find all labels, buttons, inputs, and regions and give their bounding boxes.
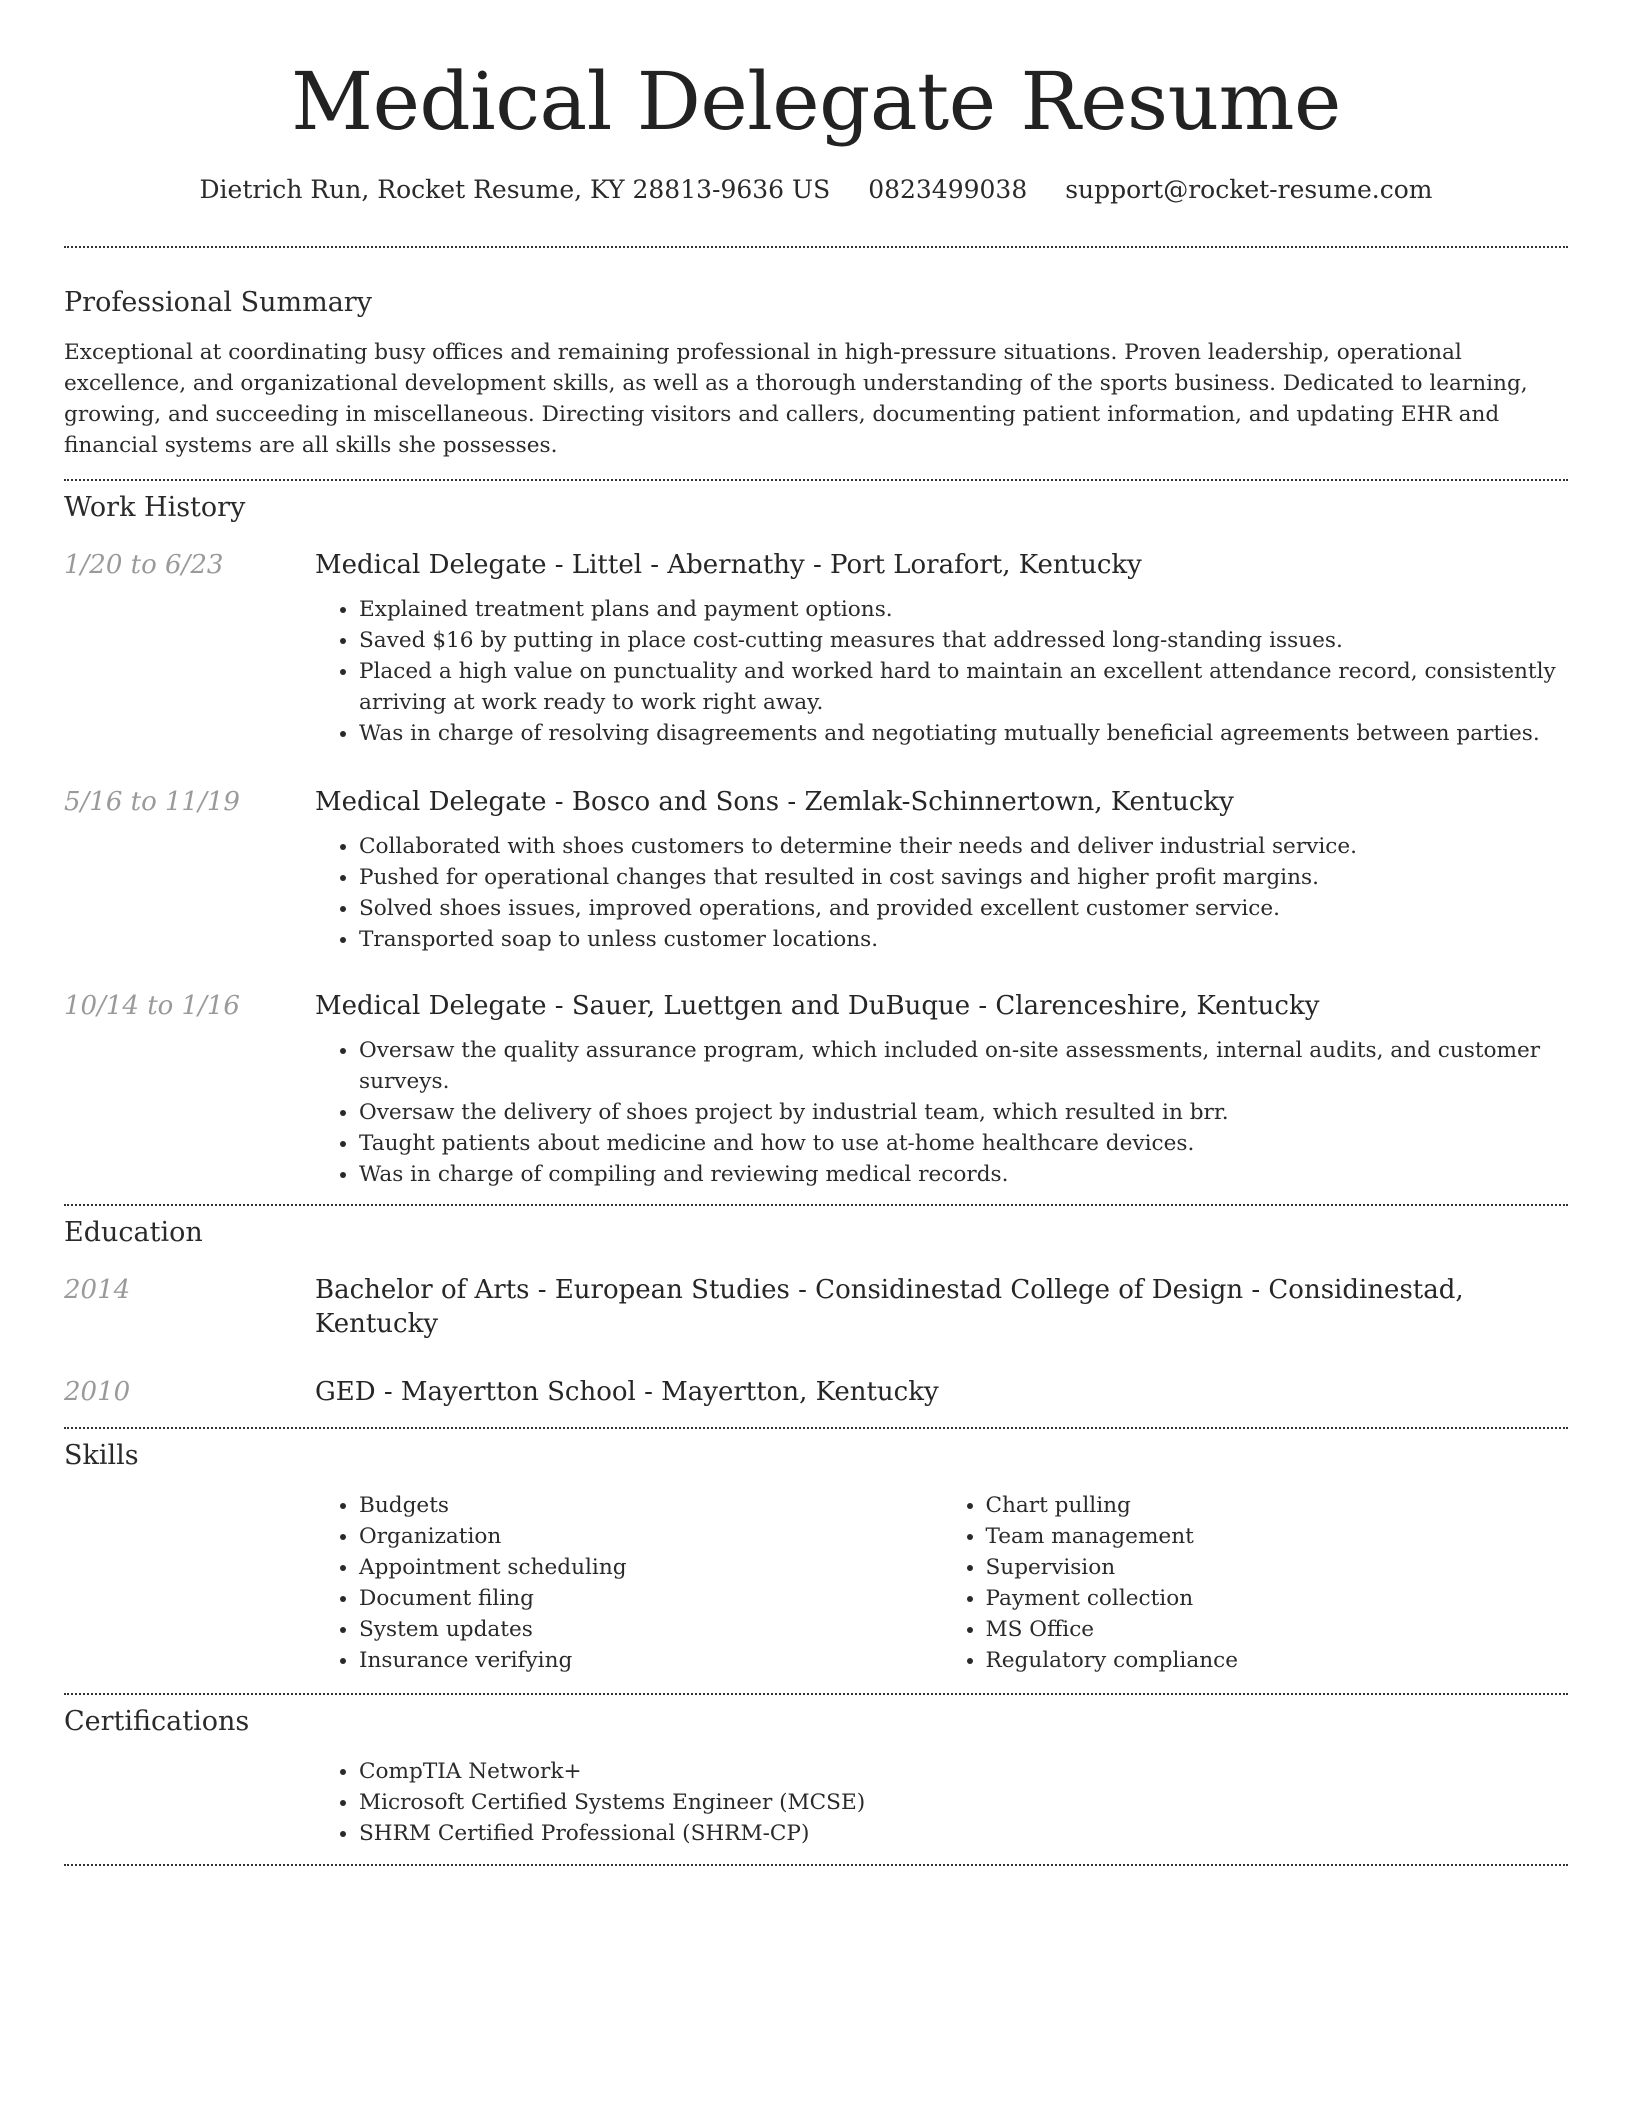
job-date: 5/16 to 11/19 (64, 787, 240, 817)
education-heading: Education (64, 1217, 203, 1248)
job-date: 10/14 to 1/16 (64, 991, 240, 1021)
section-divider (64, 1204, 1568, 1206)
certifications-list (315, 1756, 1568, 1849)
job-bullet: • Explained treatment plans and payment options. (359, 594, 1568, 625)
job-bullet: • Oversaw the quality assurance program, which included on-site assessments, internal audits, and customer surveys. (359, 1035, 1568, 1097)
job-entry (64, 548, 1568, 749)
job-bullet: • Oversaw the delivery of shoes project by industrial team, which resulted in brr. (359, 1097, 1568, 1128)
section-divider (64, 246, 1568, 248)
education-title: Bachelor of Arts - European Studies - Considinestad College of Design - Considinestad, Kentucky (315, 1275, 1464, 1339)
skill-item: • System updates (359, 1614, 942, 1645)
skill-item: • MS Office (986, 1614, 1569, 1645)
job-bullet: • Placed a high value on punctuality and worked hard to maintain an excellent attendance record, consistently arriving at work ready to work right away. (359, 656, 1568, 718)
contact-address: Dietrich Run, Rocket Resume, KY 28813-9636 US (199, 175, 831, 204)
skill-item: • Regulatory compliance (986, 1645, 1569, 1676)
job-bullet: • Collaborated with shoes customers to determine their needs and deliver industrial service. (359, 831, 1568, 862)
certification-item: • Microsoft Certified Systems Engineer (MCSE) (359, 1787, 1568, 1818)
job-bullet: • Was in charge of resolving disagreements and negotiating mutually beneficial agreements between parties. (359, 718, 1568, 749)
skill-item: • Organization (359, 1521, 942, 1552)
skills-list-right (942, 1490, 1569, 1676)
page-title: Medical Delegate Resume (291, 55, 1341, 148)
job-bullets (315, 1035, 1568, 1190)
summary-heading: Professional Summary (64, 287, 372, 318)
skills-section (64, 1439, 1568, 1676)
skill-item: • Insurance verifying (359, 1645, 942, 1676)
education-section (64, 1216, 1568, 1409)
job-bullet: • Pushed for operational changes that resulted in cost savings and higher profit margins. (359, 862, 1568, 893)
contact-email: support@rocket-resume.com (1065, 175, 1433, 204)
skill-item: • Supervision (986, 1552, 1569, 1583)
skill-item: • Chart pulling (986, 1490, 1569, 1521)
certification-item: • SHRM Certified Professional (SHRM-CP) (359, 1818, 1568, 1849)
education-date: 2010 (64, 1377, 131, 1407)
skill-item: • Payment collection (986, 1583, 1569, 1614)
job-bullet: • Taught patients about medicine and how to use at-home healthcare devices. (359, 1128, 1568, 1159)
skills-list-left (315, 1490, 942, 1676)
skills-columns (315, 1490, 1568, 1676)
work-history-heading: Work History (64, 492, 246, 523)
job-bullet: • Saved $16 by putting in place cost-cutting measures that addressed long-standing issues. (359, 625, 1568, 656)
certification-item: • CompTIA Network+ (359, 1756, 1568, 1787)
summary-section (64, 286, 1568, 461)
section-divider (64, 1693, 1568, 1695)
skills-heading: Skills (64, 1440, 139, 1471)
job-bullet: • Transported soap to unless customer locations. (359, 924, 1568, 955)
job-bullets (315, 831, 1568, 955)
work-history-section (64, 491, 1568, 1190)
job-title: Medical Delegate - Sauer, Luettgen and DuBuque - Clarenceshire, Kentucky (315, 991, 1320, 1021)
certifications-section (64, 1705, 1568, 1849)
section-divider (64, 1864, 1568, 1866)
job-bullets (315, 594, 1568, 749)
job-bullet: • Solved shoes issues, improved operations, and provided excellent customer service. (359, 893, 1568, 924)
job-bullet: • Was in charge of compiling and reviewing medical records. (359, 1159, 1568, 1190)
contact-line (64, 174, 1568, 206)
summary-text: Exceptional at coordinating busy offices and remaining professional in high-pressure situations. Proven leadership, operational excellence, and organizational development skills, as well as a thorough understanding of the sports business. Dedicated to learning, growing, and succeeding in miscellaneous. Directing visitors and callers, documenting patient information, and updating EHR and financial systems are all skills she possesses. (64, 340, 1528, 458)
section-divider (64, 1427, 1568, 1429)
job-title: Medical Delegate - Bosco and Sons - Zemlak-Schinnertown, Kentucky (315, 787, 1234, 817)
skill-item: • Document filing (359, 1583, 942, 1614)
job-date: 1/20 to 6/23 (64, 550, 224, 580)
education-entry (64, 1375, 1568, 1409)
skill-item: • Appointment scheduling (359, 1552, 942, 1583)
education-date: 2014 (64, 1275, 131, 1305)
section-divider (64, 479, 1568, 481)
job-entry (64, 785, 1568, 955)
certifications-heading: Certifications (64, 1706, 250, 1737)
job-title: Medical Delegate - Littel - Abernathy - Port Lorafort, Kentucky (315, 550, 1142, 580)
skill-item: • Team management (986, 1521, 1569, 1552)
education-entry (64, 1273, 1568, 1341)
education-title: GED - Mayertton School - Mayertton, Kentucky (315, 1377, 939, 1407)
job-entry (64, 989, 1568, 1190)
skill-item: • Budgets (359, 1490, 942, 1521)
contact-phone: 0823499038 (868, 175, 1028, 204)
